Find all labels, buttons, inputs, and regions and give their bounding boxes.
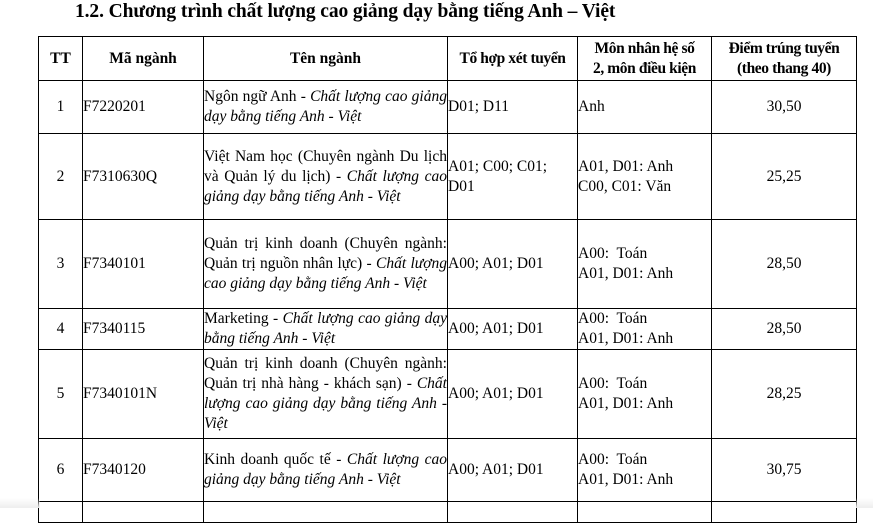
- table-row: [39, 439, 857, 502]
- cell-mon-nhan: [578, 81, 712, 134]
- to-hop-line1: A00; A01; D01: [448, 255, 544, 272]
- cell-tt: 5: [39, 350, 83, 439]
- cell-ten-nganh: [204, 350, 448, 439]
- ten-nganh-plain: Ngôn ngữ Anh -: [204, 88, 311, 105]
- mon-line2: A01, D01: Anh: [578, 330, 674, 347]
- cell-tt: 2: [39, 134, 83, 220]
- cell-tt: 1: [39, 81, 83, 134]
- cell-mon-nhan: [578, 309, 712, 350]
- ten-nganh-plain: Quản trị kinh doanh (Chuyên ngành: Quản trị nhà hàng - khách sạn) -: [204, 355, 447, 392]
- mon-line1: A00: Toán: [578, 245, 648, 262]
- cell-to-hop: [448, 350, 578, 439]
- cell-mon-nhan: [578, 350, 712, 439]
- cell-diem: 28,25: [712, 350, 857, 439]
- cell-mon-nhan: [578, 134, 712, 220]
- cell-ma-nganh: F7340115: [83, 309, 204, 350]
- to-hop-line1: A00; A01; D01: [448, 461, 544, 478]
- table-row: [39, 81, 857, 134]
- table-row: [39, 220, 857, 309]
- cell-to-hop: [448, 220, 578, 309]
- cell-mon-nhan: [578, 502, 712, 523]
- cell-to-hop: [448, 502, 578, 523]
- cell-ten-nganh: [204, 502, 448, 523]
- table-row: [39, 309, 857, 350]
- mon-line2: C00, C01: Văn: [578, 177, 672, 195]
- ten-nganh-italic: Chất lượng cao giảng dạy bằng tiếng Anh - Việt: [204, 310, 447, 347]
- cell-to-hop: [448, 439, 578, 502]
- ten-nganh-italic: Chất lượng cao giảng dạy bằng tiếng Anh - Việt: [204, 88, 447, 125]
- cell-tt: 4: [39, 309, 83, 350]
- to-hop-line1: A01; C00; C01;: [448, 157, 548, 175]
- cell-ma-nganh: F7340101N: [83, 350, 204, 439]
- table-row: [39, 350, 857, 439]
- table-row: [39, 134, 857, 220]
- ten-nganh-italic: Chất lượng cao giảng dạy bằng tiếng Anh - Việt: [204, 375, 447, 432]
- ten-nganh-plain: Kinh doanh quốc tế -: [204, 451, 347, 468]
- header-diem-trung-tuyen: [712, 37, 857, 81]
- ten-nganh-plain: Việt Nam học (Chuyên ngành Du lịch và Quản lý du lịch) -: [204, 147, 447, 185]
- mon-line2: A01, D01: Anh: [578, 471, 674, 488]
- cell-to-hop: [448, 309, 578, 350]
- ten-nganh-italic: Chất lượng cao giảng dạy bằng tiếng Anh - Việt: [204, 167, 448, 205]
- cell-ten-nganh: [204, 309, 448, 350]
- ten-nganh-italic: Chất lượng cao giảng dạy bằng tiếng Anh - Việt: [204, 255, 447, 292]
- header-mon-nhan-he-so: [578, 37, 712, 81]
- section-title: 1.2. Chương trình chất lượng cao giảng dạy bằng tiếng Anh – Việt: [75, 1, 616, 22]
- ten-nganh-plain: Marketing -: [204, 310, 283, 327]
- header-ten-nganh: Tên ngành: [204, 37, 448, 81]
- to-hop-line1: A00; A01; D01: [448, 385, 544, 402]
- ten-nganh-plain: Quản trị kinh doanh (Chuyên ngành: Quản trị nguồn nhân lực) -: [204, 235, 447, 272]
- header-diem-line2: (theo thang 40): [737, 59, 831, 77]
- header-diem-line1: Điểm trúng tuyển: [728, 39, 840, 57]
- to-hop-line2: D01: [448, 177, 475, 195]
- mon-line2: A01, D01: Anh: [578, 395, 674, 412]
- cell-diem: 30,50: [712, 81, 857, 134]
- cell-diem: 28,50: [712, 309, 857, 350]
- cell-diem: 25,25: [712, 134, 857, 220]
- cell-tt: 3: [39, 220, 83, 309]
- cell-to-hop: [448, 134, 578, 220]
- admissions-table: [38, 36, 857, 523]
- mon-line2: A01, D01: Anh: [578, 265, 674, 282]
- header-row: [39, 37, 857, 81]
- cell-ten-nganh: [204, 220, 448, 309]
- cell-tt: 6: [39, 439, 83, 502]
- cell-ma-nganh: F7310630Q: [83, 134, 204, 220]
- ten-nganh-italic: Chất lượng cao giảng dạy bằng tiếng Anh - Việt: [204, 451, 448, 488]
- cell-ma-nganh: F7340120: [83, 439, 204, 502]
- cell-ten-nganh: [204, 439, 448, 502]
- cell-mon-nhan: [578, 220, 712, 309]
- to-hop-line1: D01; D11: [448, 98, 509, 115]
- header-ma-nganh: Mã ngành: [83, 37, 204, 81]
- cell-ten-nganh: [204, 81, 448, 134]
- page-edge-shadow: [856, 498, 873, 508]
- cell-diem: 30,75: [712, 439, 857, 502]
- cell-diem: 28,50: [712, 220, 857, 309]
- cell-tt: [39, 502, 83, 523]
- header-mon-line1: Môn nhân hệ số: [594, 39, 695, 57]
- cell-ten-nganh: [204, 134, 448, 220]
- cell-diem: [712, 502, 857, 523]
- mon-line1: A00: Toán: [578, 375, 648, 392]
- header-tt: TT: [39, 37, 83, 81]
- header-to-hop: Tổ hợp xét tuyển: [448, 37, 578, 81]
- to-hop-line1: A00; A01; D01: [448, 320, 544, 337]
- header-mon-line2: 2, môn điều kiện: [593, 59, 696, 77]
- mon-line1: A00: Toán: [578, 310, 648, 327]
- cell-to-hop: [448, 81, 578, 134]
- mon-line1: A01, D01: Anh: [578, 157, 674, 175]
- cell-mon-nhan: [578, 439, 712, 502]
- table-row-clipped: [39, 502, 857, 523]
- cell-ma-nganh: F7220201: [83, 81, 204, 134]
- cell-ma-nganh: [83, 502, 204, 523]
- page-edge-shadow: [0, 498, 40, 508]
- cell-ma-nganh: F7340101: [83, 220, 204, 309]
- mon-line1: A00: Toán: [578, 451, 648, 468]
- mon-line1: Anh: [578, 98, 605, 115]
